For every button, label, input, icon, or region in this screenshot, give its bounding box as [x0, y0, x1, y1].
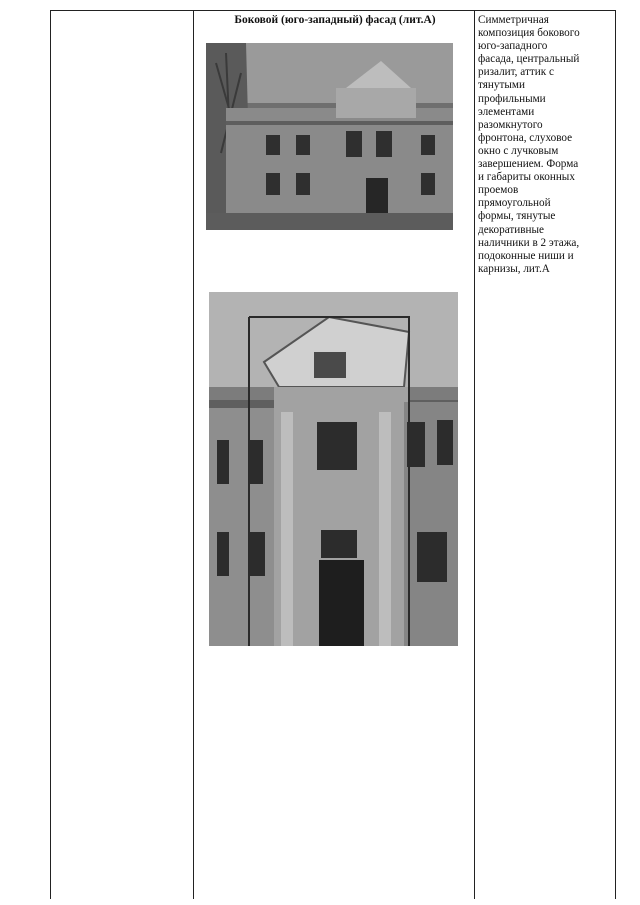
table-top-border [50, 10, 616, 11]
description-line: профильными [478, 92, 546, 105]
description-line: тянутыми [478, 79, 525, 92]
table-column-divider [193, 10, 194, 899]
description-line: фасада, центральный [478, 53, 580, 66]
description-line: подоконные ниши и [478, 249, 574, 262]
description-line: проемов [478, 184, 519, 197]
description-line: и габариты оконных [478, 171, 575, 184]
facade-photo-1 [206, 43, 453, 230]
table-column-divider [615, 10, 616, 899]
description-line: формы, тянутые [478, 210, 556, 223]
facade-photo-2 [209, 292, 458, 646]
description-line: композиция бокового [478, 27, 580, 40]
description-line: карнизы, лит.А [478, 262, 550, 275]
description-line: завершением. Форма [478, 158, 579, 171]
description-line: фронтона, слуховое [478, 131, 573, 144]
description-line: наличники в 2 этажа, [478, 236, 580, 249]
description-line: окно с лучковым [478, 144, 559, 157]
description-line: Симметричная [478, 14, 549, 26]
description-line: юго-западного [478, 40, 548, 53]
facade-caption: Боковой (юго-западный) фасад (лит.А) [234, 14, 436, 26]
description-line: элементами [478, 105, 535, 118]
description-line: ризалит, аттик с [478, 66, 554, 79]
description-line: декоративные [478, 223, 545, 236]
description-line: разомкнутого [478, 118, 543, 131]
description-line: прямоугольной [478, 197, 551, 210]
table-column-divider [50, 10, 51, 899]
table-column-divider [474, 10, 475, 899]
facade-description [478, 14, 612, 276]
